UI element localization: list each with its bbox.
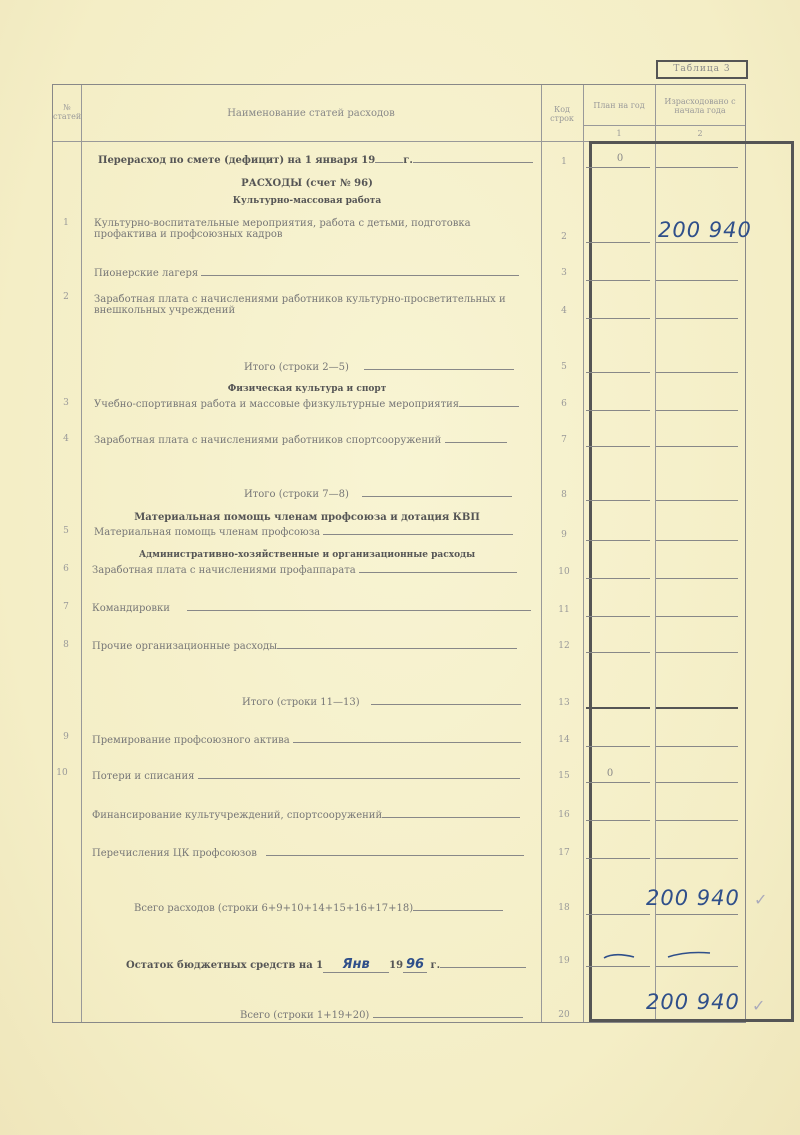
row-16-text: Финансирование культучреждений, спортсооружений (92, 810, 383, 821)
cell-line (586, 318, 650, 319)
row-9-text: Материальная помощь членам профсоюза (94, 527, 321, 538)
cell-line (656, 616, 738, 617)
row-20-code: 20 (558, 1010, 570, 1020)
row-5-text: Итого (строки 2—5) (244, 362, 349, 373)
cell-line (656, 242, 738, 243)
row-1-code: 1 (561, 157, 567, 167)
row-11-code: 11 (558, 605, 570, 615)
row-19-label (126, 957, 526, 973)
header-col-no: № статей (53, 103, 82, 121)
cell-line (656, 500, 738, 501)
header-col-plan: План на год (593, 101, 645, 110)
row-18-text: Всего расходов (строки 6+9+10+14+15+16+17+18) (134, 903, 414, 914)
row-6-text: Учебно-спортивная работа и массовые физкультурные мероприятия (94, 399, 460, 410)
row-15-text: Потери и списания (92, 771, 195, 782)
cell-line (656, 820, 738, 821)
blank-line (364, 369, 514, 370)
row-4-no: 2 (63, 292, 69, 302)
row-3-text: Пионерские лагеря (94, 268, 199, 279)
row-3-code: 3 (561, 268, 567, 278)
row-1-plan: 0 (616, 153, 624, 164)
row-18-spent-handwritten: 200 940 (646, 886, 740, 910)
cell-line (586, 167, 650, 168)
row-20-label (240, 1010, 523, 1021)
row-11-no: 7 (63, 602, 69, 612)
row-2-code: 2 (561, 232, 567, 242)
cell-line (586, 820, 650, 821)
row-15-code: 15 (558, 771, 570, 781)
row-10-code: 10 (558, 567, 570, 577)
blank-line (362, 496, 512, 497)
section-sport: Физическая культура и спорт (227, 384, 387, 394)
blank-line (266, 855, 524, 856)
row-14-text: Премирование профсоюзного актива (92, 735, 290, 746)
cell-line (656, 446, 738, 447)
row-13-label (242, 697, 521, 708)
cell-line (656, 410, 738, 411)
cell-line (586, 410, 650, 411)
row-15-plan: 0 (606, 768, 614, 779)
cell-line (586, 652, 650, 653)
header-col-spent: Израсходовано с начала года (664, 97, 736, 115)
cell-line (656, 746, 738, 747)
row-19-code: 19 (558, 956, 570, 966)
row-14-label (92, 735, 521, 746)
row-11-label (92, 603, 531, 614)
section-aid: Материальная помощь членам профсоюза и дотация КВП (134, 512, 480, 523)
cell-line (586, 616, 650, 617)
cell-line (656, 707, 738, 709)
blank-line (323, 534, 513, 535)
blank-line (293, 742, 521, 743)
row-3-label (94, 268, 519, 279)
row-8-label (244, 489, 512, 500)
cell-line (656, 914, 738, 915)
blank-line (375, 162, 403, 163)
row-7-code: 7 (561, 435, 567, 445)
cell-line (586, 280, 650, 281)
row-14-code: 14 (558, 735, 570, 745)
section-culture: Культурно-массовая работа (232, 196, 382, 206)
row-6-label (94, 399, 519, 410)
row-13-code: 13 (558, 698, 570, 708)
month-handwritten: Янв (342, 957, 370, 972)
row-17-label (92, 848, 524, 859)
cell-line (656, 318, 738, 319)
cell-line (586, 578, 650, 579)
row-13-text: Итого (строки 11—13) (242, 697, 360, 708)
row-7-text: Заработная плата с начислениями работников спортсооружений (94, 435, 442, 446)
cell-line (656, 652, 738, 653)
blank-line (413, 162, 533, 163)
dash-mark-plan (600, 950, 640, 964)
blank-line (187, 610, 531, 611)
row-5-label (244, 362, 514, 373)
row-12-label (92, 641, 517, 652)
row-15-label (92, 771, 520, 782)
cell-line (586, 746, 650, 747)
row-10-no: 6 (63, 564, 69, 574)
header-col-name: Наименование статей расходов (227, 108, 395, 119)
cell-line (656, 540, 738, 541)
row-20-spent-handwritten: 200 940 (646, 990, 740, 1014)
row-12-no: 8 (63, 640, 69, 650)
cell-line (586, 500, 650, 501)
cell-line (586, 707, 650, 709)
row-9-no: 5 (63, 526, 69, 536)
cell-line (586, 242, 650, 243)
row-10-text: Заработная плата с начислениями профаппарата (92, 565, 356, 576)
blank-line (459, 406, 519, 407)
col-divider (583, 85, 584, 1022)
dash-mark-spent (664, 948, 714, 962)
row-8-code: 8 (561, 490, 567, 500)
cell-line (656, 280, 738, 281)
row-1-label (98, 155, 533, 166)
year-handwritten: 96 (406, 957, 425, 972)
row-16-code: 16 (558, 810, 570, 820)
row-18-code: 18 (558, 903, 570, 913)
month-blank (323, 957, 389, 973)
header-col-spent-num: 2 (697, 129, 703, 138)
table-label: Таблица 3 (656, 60, 748, 79)
row-10-label (92, 565, 517, 576)
blank-line (445, 442, 507, 443)
cell-line (586, 914, 650, 915)
cell-line (656, 372, 738, 373)
cell-line (656, 578, 738, 579)
row-4-code: 4 (561, 306, 567, 316)
blank-line (382, 817, 520, 818)
cell-line (656, 782, 738, 783)
blank-line (413, 910, 503, 911)
cell-line (586, 446, 650, 447)
row-19-year-prefix: 19 (389, 960, 404, 971)
cell-line (586, 540, 650, 541)
row-1-text: Перерасход по смете (дефицит) на 1 января 19 (98, 155, 376, 166)
row-20-text: Всего (строки 1+19+20) (240, 1010, 370, 1021)
row-9-code: 9 (561, 530, 567, 540)
check-mark-icon: ✓ (752, 996, 766, 1015)
cell-line (656, 858, 738, 859)
row-9-label (94, 527, 513, 538)
blank-line (371, 704, 521, 705)
blank-line (440, 967, 526, 968)
blank-line (201, 275, 519, 276)
row-16-label (92, 810, 520, 821)
blank-line (198, 778, 520, 779)
row-17-text: Перечисления ЦК профсоюзов (92, 848, 257, 859)
row-11-text: Командировки (92, 603, 170, 614)
cell-line (656, 167, 738, 168)
check-mark-icon: ✓ (754, 890, 768, 909)
row-15-no: 10 (56, 768, 68, 778)
header-subdivider (583, 125, 745, 126)
cell-line (656, 966, 738, 967)
row-7-no: 4 (63, 434, 69, 444)
row-12-text: Прочие организационные расходы (92, 641, 278, 652)
row-14-no: 9 (63, 732, 69, 742)
row-4-label: Заработная плата с начислениями работников культурно-просветительных и внешкольных учреждений (94, 294, 506, 316)
blank-line (359, 572, 517, 573)
row-1-suffix: г. (403, 155, 413, 166)
blank-line (277, 648, 517, 649)
row-12-code: 12 (558, 641, 570, 651)
col-divider (541, 85, 542, 1022)
cell-line (586, 782, 650, 783)
row-17-code: 17 (558, 848, 570, 858)
cell-line (586, 372, 650, 373)
row-19-suffix: г. (430, 960, 441, 971)
header-col-plan-num: 1 (616, 129, 622, 138)
cell-line (586, 858, 650, 859)
year-blank (403, 957, 427, 973)
row-19-text: Остаток бюджетных средств на 1 (126, 960, 324, 971)
row-2-spent-handwritten: 200 940 (658, 218, 752, 242)
row-6-code: 6 (561, 399, 567, 409)
row-18-label (134, 903, 503, 914)
section-admin: Административно-хозяйственные и организационные расходы (138, 550, 476, 560)
row-7-label (94, 435, 507, 446)
section-expenses: РАСХОДЫ (счет № 96) (241, 178, 373, 189)
row-6-no: 3 (63, 398, 69, 408)
cell-line (586, 966, 650, 967)
row-5-code: 5 (561, 362, 567, 372)
row-2-label: Культурно-воспитательные мероприятия, работа с детьми, подготовка профактива и профсоюзных кадров (94, 218, 471, 240)
header-col-code: Код строк (550, 105, 574, 123)
row-8-text: Итого (строки 7—8) (244, 489, 349, 500)
blank-line (373, 1017, 523, 1018)
row-2-no: 1 (63, 218, 69, 228)
